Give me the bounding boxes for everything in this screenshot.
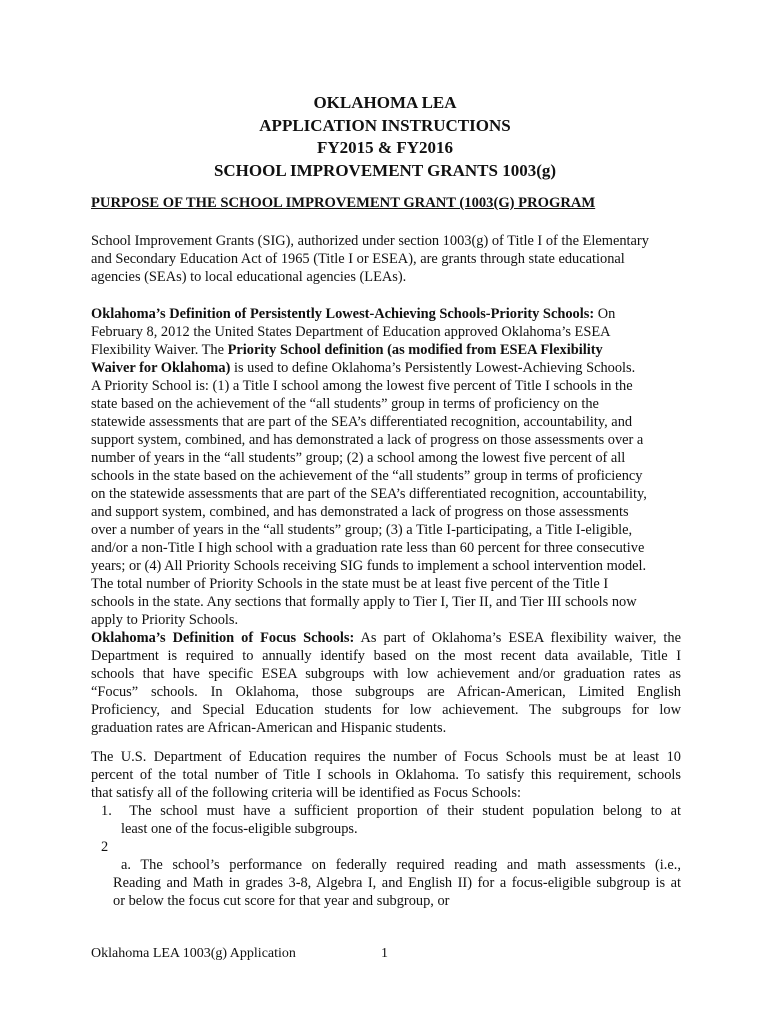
text-line: percent of the total number of Title I schools in Oklahoma. To satisfy this requirement, schools [91, 767, 681, 783]
text-line: statewide assessments that are part of the SEA’s differentiated recognition, accountability, and [91, 414, 633, 430]
text-line: least one of the focus-eligible subgroups. [121, 821, 358, 837]
text-line: or below the focus cut score for that year and subgroup, or [113, 893, 450, 909]
text-line: “Focus” schools. In Oklahoma, those subgroups are African-American, Limited English [91, 684, 681, 700]
text-line: that satisfy all of the following criteria will be identified as Focus Schools: [91, 785, 522, 801]
text-line: agencies (SEAs) to local educational agencies (LEAs). [91, 269, 407, 285]
text-line: support system, combined, and has demonstrated a lack of progress on those assessments over a [91, 432, 644, 448]
text-run: On [594, 306, 616, 322]
priority-definition-link-text: Priority School definition (as modified from ESEA Flexibility [227, 342, 603, 358]
text-line: state based on the achievement of the “all students” group in terms of proficiency on the [91, 396, 599, 412]
list-number: 2 [101, 839, 109, 855]
focus-definition-heading: Oklahoma’s Definition of Focus Schools: [91, 630, 355, 646]
text-line: The total number of Priority Schools in the state must be at least five percent of the Title I [91, 576, 609, 592]
text-line: Reading and Math in grades 3-8, Algebra I, and English II) for a focus-eligible subgroup is at [113, 875, 681, 891]
document-title [90, 92, 680, 182]
section-heading: PURPOSE OF THE SCHOOL IMPROVEMENT GRANT (1003(G) PROGRAM [91, 195, 596, 211]
text-line [91, 341, 681, 359]
text-line: and/or a non-Title I high school with a graduation rate less than 60 percent for three consecutive [91, 540, 645, 556]
text-line: Department is required to annually identify based on the most recent data available, Title I [91, 648, 681, 664]
footer-label: Oklahoma LEA 1003(g) Application [91, 946, 296, 961]
list-number: 1. [101, 803, 112, 819]
paragraph-intro [91, 232, 681, 286]
text-line: School Improvement Grants (SIG), authorized under section 1003(g) of Title I of the Elementary [91, 233, 649, 249]
text-line: and support system, combined, and has demonstrated a lack of progress on those assessments [91, 504, 629, 520]
text-line: schools in the state based on the achievement of the “all students” group in terms of proficiency [91, 468, 643, 484]
title-line-1: OKLAHOMA LEA [313, 93, 457, 112]
text-run: is used to define Oklahoma’s Persistently Lowest-Achieving Schools. [230, 360, 636, 376]
text-line: over a number of years in the “all students” group; (3) a Title I-participating, a Title I-eligible, [91, 522, 633, 538]
text-line: years; or (4) All Priority Schools receiving SIG funds to implement a school intervention model. [91, 558, 647, 574]
text-line: The U.S. Department of Education requires the number of Focus Schools must be at least 10 [91, 749, 681, 765]
text-run: Flexibility Waiver. The [91, 342, 228, 358]
text-line [91, 359, 681, 377]
page-number: 1 [381, 946, 388, 961]
title-line-2: APPLICATION INSTRUCTIONS [259, 115, 511, 135]
paragraph-definitions [91, 305, 681, 737]
text-run: The school must have a sufficient proportion of their student population belong to at [129, 803, 681, 819]
text-line: February 8, 2012 the United States Department of Education approved Oklahoma’s ESEA [91, 324, 611, 340]
text-line: on the statewide assessments that are part of the SEA’s differentiated recognition, accountability, [91, 486, 647, 502]
text-line: apply to Priority Schools. [91, 612, 239, 628]
text-line [91, 305, 681, 323]
text-line: A Priority School is: (1) a Title I school among the lowest five percent of Title I schools in the [91, 378, 633, 394]
text-line: and Secondary Education Act of 1965 (Title I or ESEA), are grants through state educational [91, 251, 625, 267]
text-run: As part of Oklahoma’s ESEA flexibility waiver, the [354, 630, 681, 646]
text-line: graduation rates are African-American and Hispanic students. [91, 720, 447, 736]
title-line-3: FY2015 & FY2016 [317, 138, 453, 157]
title-line-4: SCHOOL IMPROVEMENT GRANTS 1003(g) [213, 160, 557, 180]
text-line: schools in the state. Any sections that formally apply to Tier I, Tier II, and Tier III schools now [91, 594, 637, 610]
priority-definition-link-text: Waiver for Oklahoma) [91, 360, 231, 376]
text-line [91, 629, 681, 647]
text-line: Proficiency, and Special Education students for low achievement. The subgroups for low [91, 702, 681, 718]
list-item [91, 802, 681, 820]
text-line: a. The school’s performance on federally required reading and math assessments (i.e., [121, 857, 681, 873]
paragraph-focus-criteria [91, 748, 681, 910]
text-line: schools that have specific ESEA subgroups with low achievement and/or graduation rates as [91, 666, 681, 682]
text-line: number of years in the “all students” group; (2) a school among the lowest five percent of all [91, 450, 626, 466]
priority-definition-heading: Oklahoma’s Definition of Persistently Lowest-Achieving Schools-Priority Schools: [91, 306, 595, 322]
